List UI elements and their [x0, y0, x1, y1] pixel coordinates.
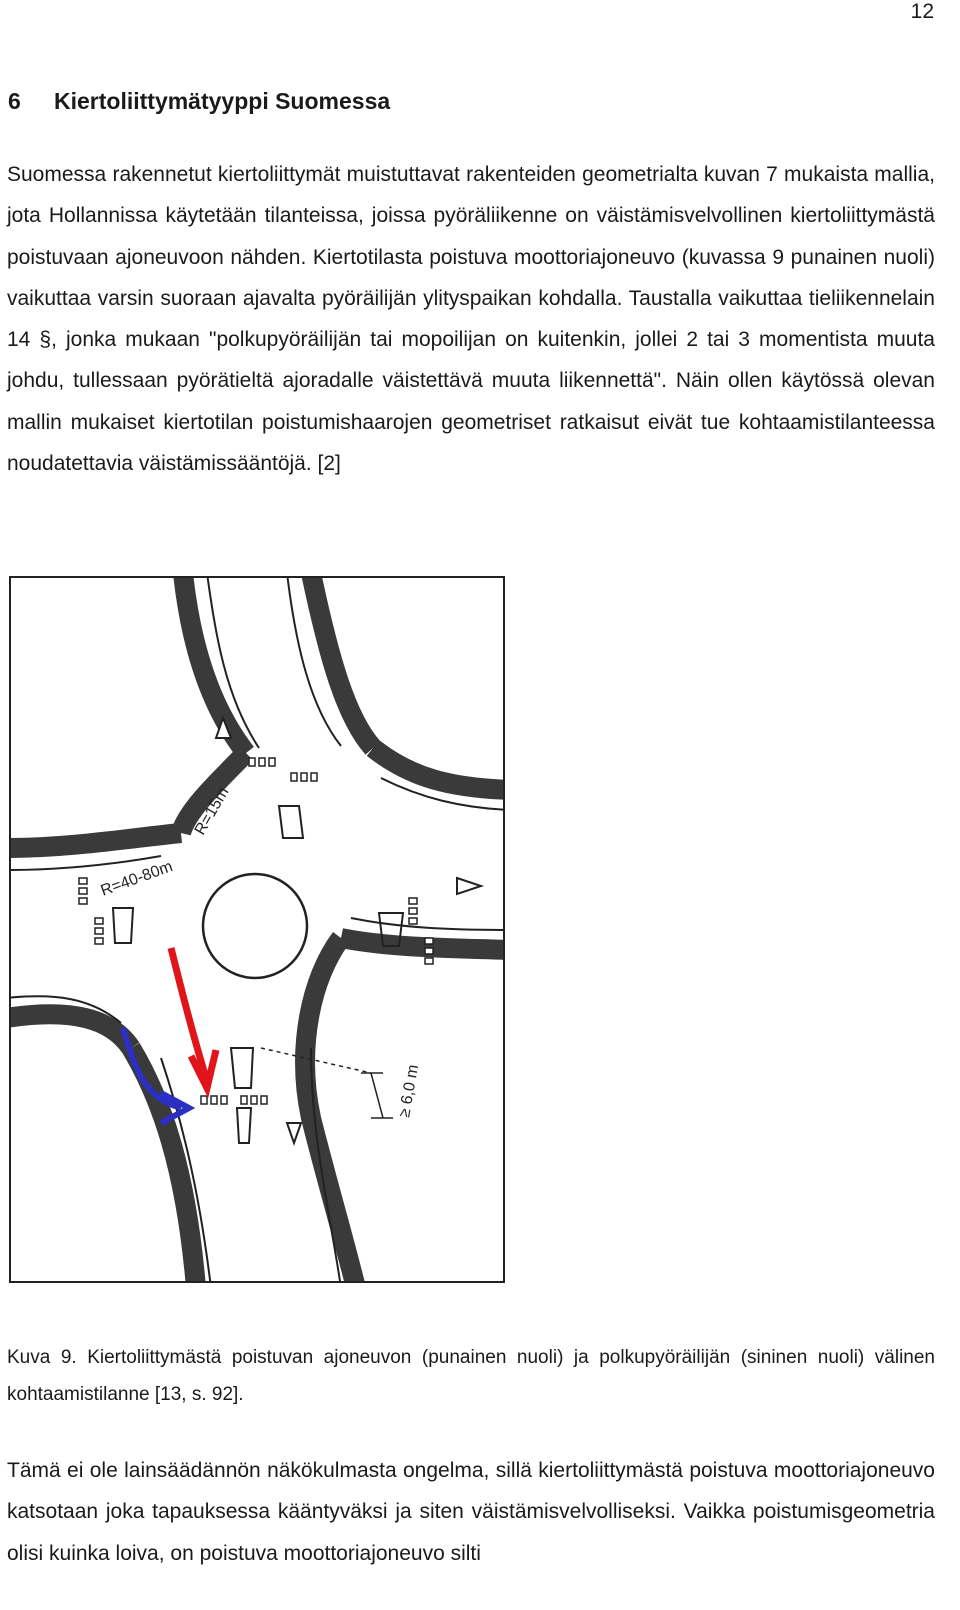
section-title: Kiertoliittymätyyppi Suomessa [54, 88, 391, 114]
paragraph-2: Tämä ei ole lainsäädännön näkökulmasta ongelma, sillä kiertoliittymästä poistuva moottoriajoneuvo katsotaan joka tapauksessa kääntyväksi ja siten väistämisvelvolliseksi. Vaikka poistumisgeometria olisi kuinka loiva, on poistuva moottoriajoneuvo silti [7, 1459, 935, 1565]
section-number: 6 [8, 88, 21, 114]
section-heading [8, 88, 390, 115]
page-number: 12 [910, 0, 934, 23]
paragraph-1: Suomessa rakennetut kiertoliittymät muistuttavat rakenteiden geometrialta kuvan 7 mukaista mallia, jota Hollannissa käytetään tilanteissa, joissa pyöräliikenne on väistämisvelvollinen kiertoliittymästä poistuvaan ajoneuvoon nähden. Kiertotilasta poistuva moottoriajoneuvo (kuvassa 9 punainen nuoli) vaikuttaa varsin suoraan ajavalta pyöräilijän ylityspaikan kohdalla. Taustalla vaikuttaa tieliikennelain 14 §, jonka mukaan "polkupyöräilijän tai mopoilijan on kuitenkin, jollei 2 tai 3 momentista muuta johdu, tullessaan pyörätieltä ajoradalle väistettävä muuta liikennettä". Näin ollen käytössä olevan mallin mukaiset kiertotilan poistumishaarojen geometriset ratkaisut eivät tue kohtaamistilanteessa noudatettavia väistämissääntöjä. [2] [7, 163, 935, 476]
figure-caption: Kuva 9. Kiertoliittymästä poistuvan ajoneuvon (punainen nuoli) ja polkupyöräilijän (sininen nuoli) välinen kohtaamistilanne [13, s. 92]. [7, 1347, 935, 1405]
label-distance: ≥ 6,0 m [396, 1063, 423, 1119]
label-radius-large: R=40-80m [98, 858, 175, 900]
roundabout-diagram [11, 578, 503, 1281]
label-radius-small: R=15m [191, 784, 233, 838]
roundabout-figure [9, 576, 505, 1283]
